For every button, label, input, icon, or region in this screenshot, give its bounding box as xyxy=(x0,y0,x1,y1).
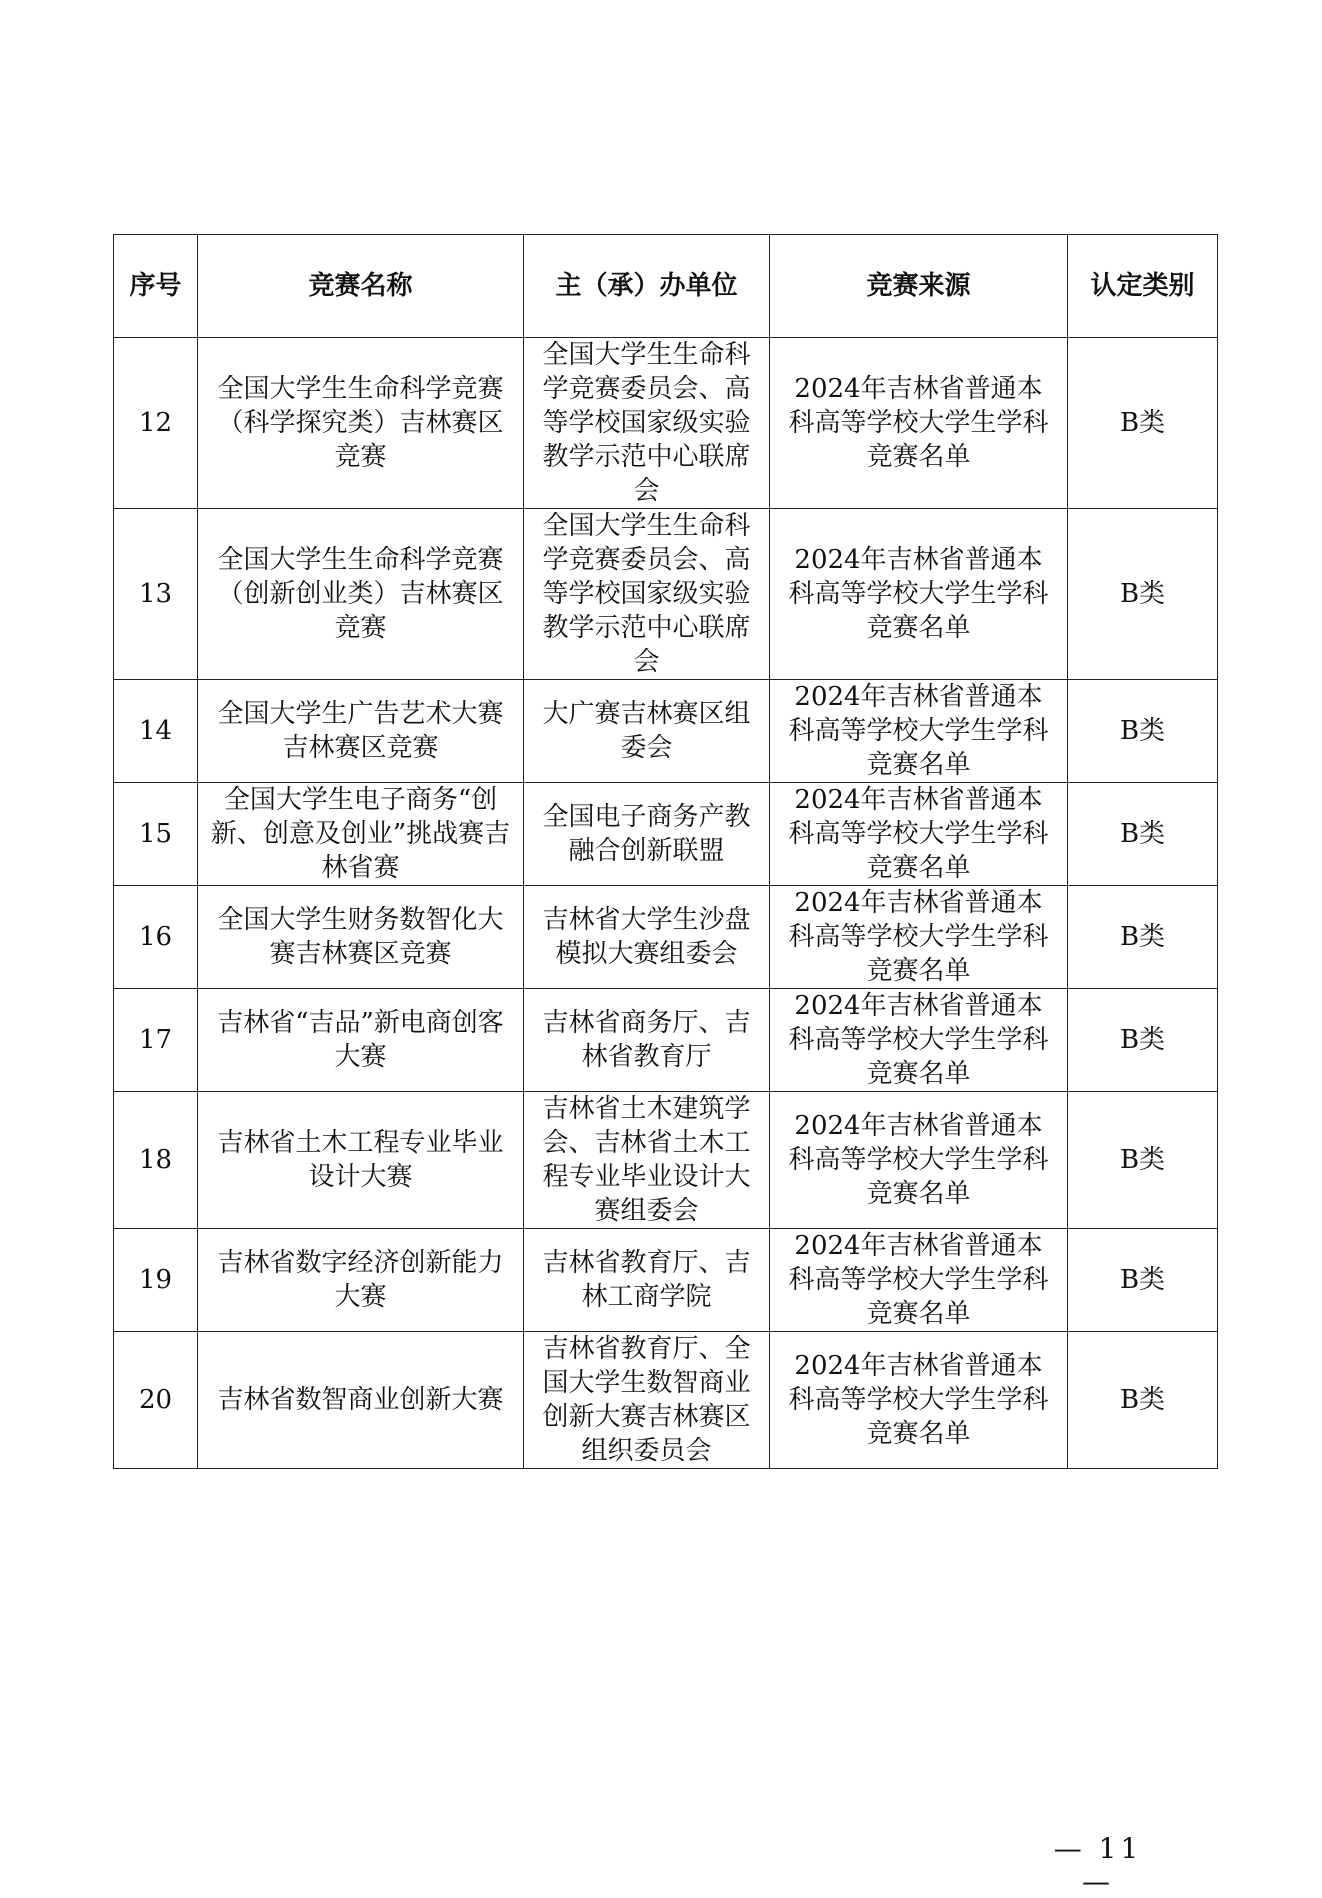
cell-category: B类 xyxy=(1068,1229,1218,1332)
cell-organizer: 吉林省商务厅、吉林省教育厅 xyxy=(524,989,770,1092)
cell-organizer: 全国大学生生命科学竞赛委员会、高等学校国家级实验教学示范中心联席会 xyxy=(524,338,770,509)
table-row xyxy=(114,886,1218,989)
cell-organizer: 大广赛吉林赛区组委会 xyxy=(524,680,770,783)
cell-category: B类 xyxy=(1068,680,1218,783)
cell-serial: 13 xyxy=(114,509,198,680)
cell-source: 2024年吉林省普通本科高等学校大学生学科竞赛名单 xyxy=(770,509,1068,680)
cell-category: B类 xyxy=(1068,886,1218,989)
cell-serial: 15 xyxy=(114,783,198,886)
cell-competition-name: 吉林省“吉品”新电商创客大赛 xyxy=(198,989,524,1092)
table-row xyxy=(114,1229,1218,1332)
cell-source: 2024年吉林省普通本科高等学校大学生学科竞赛名单 xyxy=(770,338,1068,509)
cell-competition-name: 全国大学生广告艺术大赛吉林赛区竞赛 xyxy=(198,680,524,783)
header-category: 认定类别 xyxy=(1068,235,1218,338)
cell-competition-name: 全国大学生电子商务“创新、创意及创业”挑战赛吉林省赛 xyxy=(198,783,524,886)
cell-serial: 17 xyxy=(114,989,198,1092)
cell-organizer: 吉林省土木建筑学会、吉林省土木工程专业毕业设计大赛组委会 xyxy=(524,1092,770,1229)
table-row xyxy=(114,338,1218,509)
cell-source: 2024年吉林省普通本科高等学校大学生学科竞赛名单 xyxy=(770,783,1068,886)
header-competition-name: 竞赛名称 xyxy=(198,235,524,338)
cell-organizer: 全国大学生生命科学竞赛委员会、高等学校国家级实验教学示范中心联席会 xyxy=(524,509,770,680)
cell-source: 2024年吉林省普通本科高等学校大学生学科竞赛名单 xyxy=(770,680,1068,783)
cell-competition-name: 吉林省数字经济创新能力大赛 xyxy=(198,1229,524,1332)
cell-serial: 14 xyxy=(114,680,198,783)
page-number: — 11 — xyxy=(1053,1832,1143,1898)
table-row xyxy=(114,509,1218,680)
table-row xyxy=(114,783,1218,886)
cell-serial: 20 xyxy=(114,1332,198,1469)
cell-source: 2024年吉林省普通本科高等学校大学生学科竞赛名单 xyxy=(770,1229,1068,1332)
cell-serial: 16 xyxy=(114,886,198,989)
cell-organizer: 吉林省教育厅、吉林工商学院 xyxy=(524,1229,770,1332)
cell-organizer: 全国电子商务产教融合创新联盟 xyxy=(524,783,770,886)
cell-organizer: 吉林省教育厅、全国大学生数智商业创新大赛吉林赛区组织委员会 xyxy=(524,1332,770,1469)
header-serial: 序号 xyxy=(114,235,198,338)
cell-category: B类 xyxy=(1068,783,1218,886)
cell-source: 2024年吉林省普通本科高等学校大学生学科竞赛名单 xyxy=(770,989,1068,1092)
cell-category: B类 xyxy=(1068,1092,1218,1229)
cell-serial: 18 xyxy=(114,1092,198,1229)
cell-serial: 19 xyxy=(114,1229,198,1332)
cell-competition-name: 全国大学生生命科学竞赛（科学探究类）吉林赛区竞赛 xyxy=(198,338,524,509)
cell-source: 2024年吉林省普通本科高等学校大学生学科竞赛名单 xyxy=(770,886,1068,989)
cell-source: 2024年吉林省普通本科高等学校大学生学科竞赛名单 xyxy=(770,1092,1068,1229)
header-organizer: 主（承）办单位 xyxy=(524,235,770,338)
cell-serial: 12 xyxy=(114,338,198,509)
table-row xyxy=(114,1332,1218,1469)
cell-category: B类 xyxy=(1068,509,1218,680)
table-row xyxy=(114,989,1218,1092)
cell-organizer: 吉林省大学生沙盘模拟大赛组委会 xyxy=(524,886,770,989)
cell-category: B类 xyxy=(1068,989,1218,1092)
cell-source: 2024年吉林省普通本科高等学校大学生学科竞赛名单 xyxy=(770,1332,1068,1469)
cell-category: B类 xyxy=(1068,338,1218,509)
cell-competition-name: 吉林省土木工程专业毕业设计大赛 xyxy=(198,1092,524,1229)
cell-competition-name: 全国大学生生命科学竞赛（创新创业类）吉林赛区竞赛 xyxy=(198,509,524,680)
cell-category: B类 xyxy=(1068,1332,1218,1469)
header-source: 竞赛来源 xyxy=(770,235,1068,338)
competition-table xyxy=(113,234,1218,1469)
cell-competition-name: 吉林省数智商业创新大赛 xyxy=(198,1332,524,1469)
table-row xyxy=(114,1092,1218,1229)
table-header-row xyxy=(114,235,1218,338)
cell-competition-name: 全国大学生财务数智化大赛吉林赛区竞赛 xyxy=(198,886,524,989)
table-row xyxy=(114,680,1218,783)
